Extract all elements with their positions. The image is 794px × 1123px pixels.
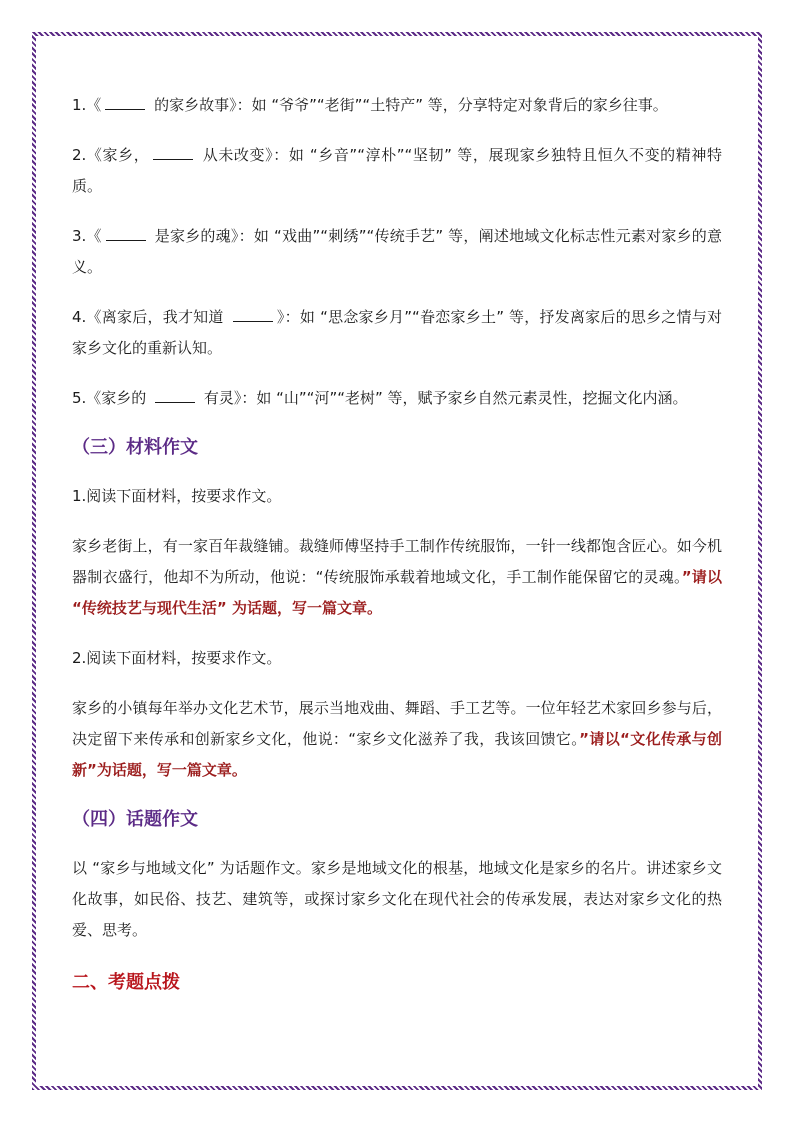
section-heading-material: （三）材料作文	[72, 437, 198, 458]
topic-item-5	[72, 383, 722, 414]
topic-essay-body: 以 “家乡与地域文化” 为话题作文。家乡是地域文化的根基，地域文化是家乡的名片。讲述家乡文化故事，如民俗、技艺、建筑等，或探讨家乡文化在现代社会的传承发展，表达对家乡文化的热爱、思考。	[72, 859, 722, 939]
material-text: 家乡的小镇每年举办文化艺术节，展示当地戏曲、舞蹈、手工艺等。一位年轻艺术家回乡参与后，决定留下来传承和创新家乡文化，他说：“家乡文化滋养了我，我该回馈它。	[72, 699, 722, 748]
document-content	[72, 90, 722, 994]
writing-requirement: ”请以 “传统技艺与现代生活” 为话题，写一篇文章。	[72, 568, 723, 617]
item-text: 2.《家乡，	[72, 146, 150, 164]
topic-item-1	[72, 90, 722, 121]
item-text: 》：如 “思念家乡月”“眷恋家乡土” 等，抒发离家后的思乡之情与对家乡文化的重新认知。	[72, 308, 722, 357]
item-text: 有灵》：如 “山”“河”“老树” 等，赋予家乡自然元素灵性，挖掘文化内涵。	[199, 389, 688, 407]
fill-blank	[155, 388, 195, 403]
topic-item-2	[72, 140, 722, 202]
topic-item-3	[72, 221, 722, 283]
item-text: 从未改变》：如 “乡音”“淳朴”“坚韧” 等，展现家乡独特且恒久不变的精神特质。	[72, 146, 722, 195]
item-text: 的家乡故事》：如 “爷爷”“老街”“土特产” 等，分享特定对象背后的家乡往事。	[149, 96, 668, 114]
fill-blank	[233, 307, 273, 322]
fill-blank	[105, 95, 145, 110]
material-1-body	[72, 531, 722, 624]
fill-blank	[106, 226, 146, 241]
item-text: 是家乡的魂》：如 “戏曲”“刺绣”“传统手艺” 等，阐述地域文化标志性元素对家乡的意义。	[72, 227, 722, 276]
topic-item-4	[72, 302, 722, 364]
fill-blank	[153, 145, 193, 160]
item-text: 4.《离家后，我才知道	[72, 308, 229, 326]
section-heading-topic: （四）话题作文	[72, 809, 198, 830]
item-text: 5.《家乡的	[72, 389, 152, 407]
material-1-title: 1.阅读下面材料，按要求作文。	[72, 487, 282, 505]
item-text: 1.《	[72, 96, 102, 114]
material-2-title: 2.阅读下面材料，按要求作文。	[72, 649, 282, 667]
material-text: 家乡老街上，有一家百年裁缝铺。裁缝师傅坚持手工制作传统服饰，一针一线都饱含匠心。如今机器制衣盛行，他却不为所动，他说：“传统服饰承载着地域文化，手工制作能保留它的灵魂。	[72, 537, 722, 586]
section-heading-tips: 二、考题点拨	[72, 972, 180, 993]
writing-requirement: ”请以“文化传承与创新”为话题，写一篇文章。	[72, 730, 722, 779]
material-2-body	[72, 693, 722, 786]
item-text: 3.《	[72, 227, 102, 245]
